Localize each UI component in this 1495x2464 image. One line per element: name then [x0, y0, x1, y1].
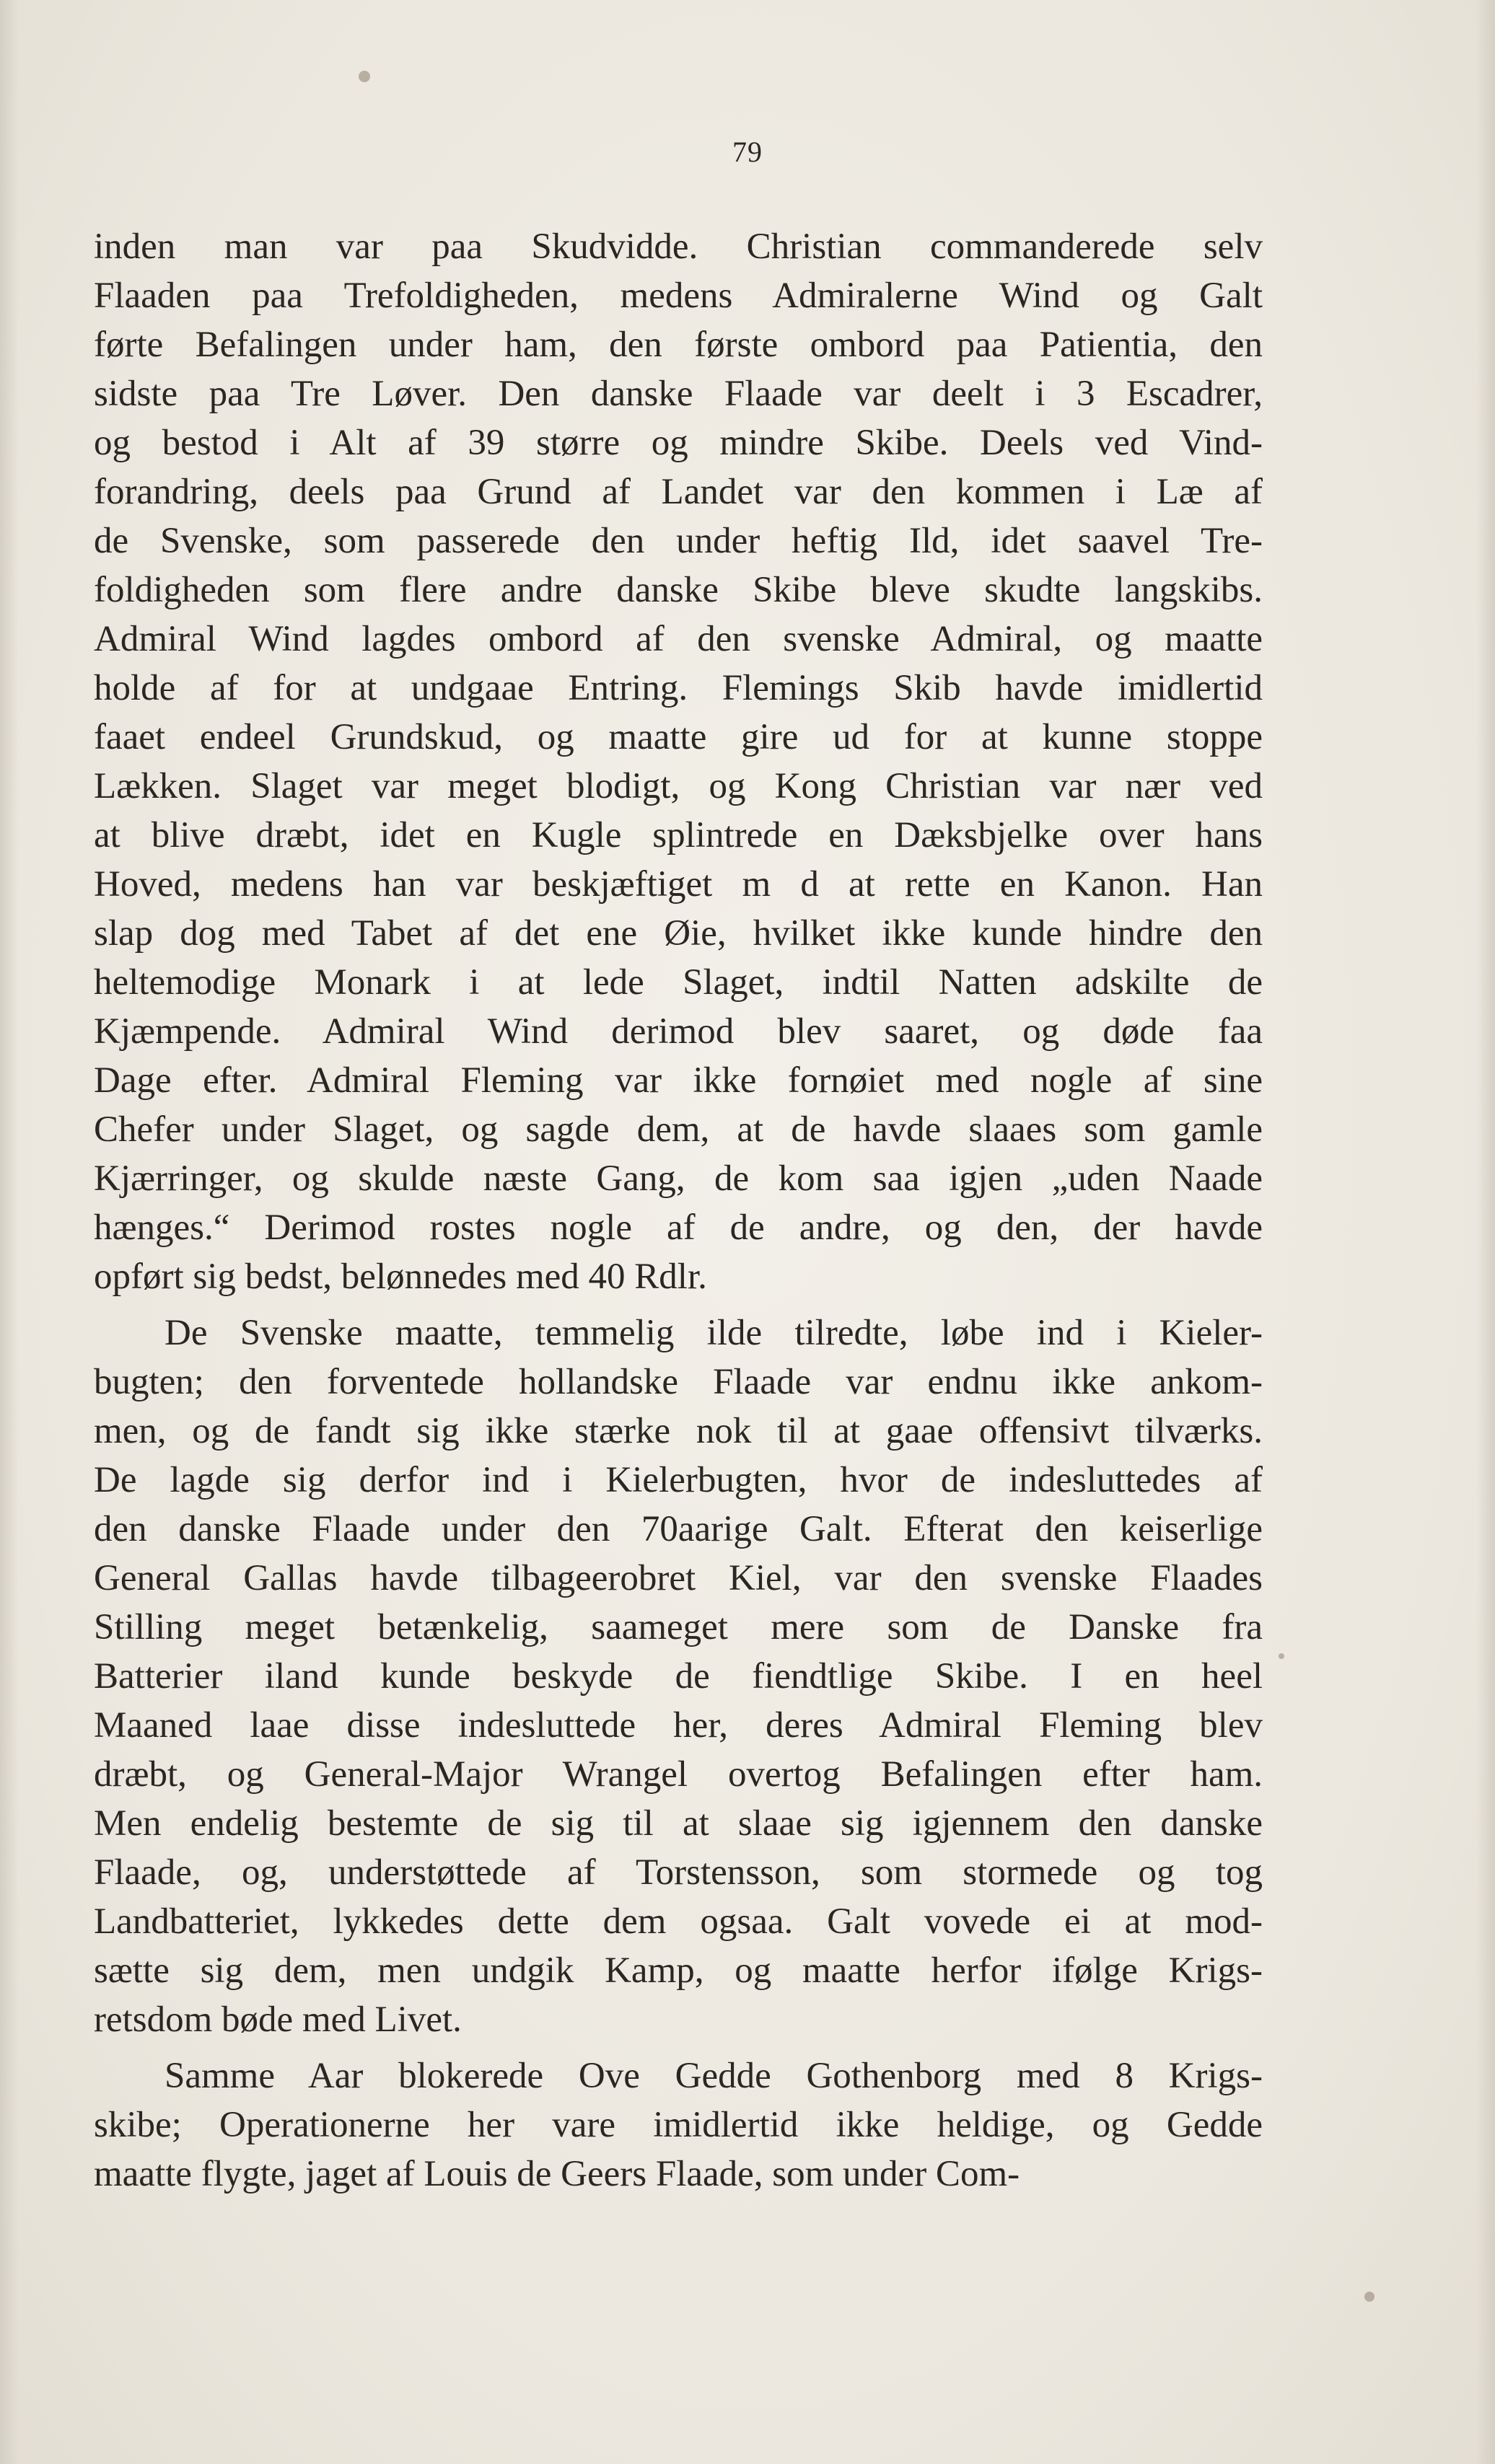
text-line: Flaade, og, understøttede af Torstensson, som stormede og tog	[94, 1852, 1263, 1893]
paragraph	[94, 2051, 1263, 2199]
text-line: De Svenske maatte, temmelig ilde tilredte, løbe ind i Kieler-	[165, 1313, 1263, 1353]
text-line: Lækken. Slaget var meget blodigt, og Kong Christian var nær ved	[94, 766, 1263, 806]
text-line: sætte sig dem, men undgik Kamp, og maatte herfor ifølge Krigs-	[94, 1950, 1263, 1991]
text-line: Maaned laae disse indesluttede her, deres Admiral Fleming blev	[94, 1705, 1263, 1746]
text-line: de Svenske, som passerede den under heftig Ild, idet saavel Tre-	[94, 521, 1263, 561]
page-edge-left	[0, 0, 19, 2464]
text-line: General Gallas havde tilbageerobret Kiel, var den svenske Flaades	[94, 1558, 1263, 1598]
text-line: maatte flygte, jaget af Louis de Geers Flaade, som under Com-	[94, 2154, 1020, 2194]
text-line: Flaaden paa Trefoldigheden, medens Admiralerne Wind og Galt	[94, 276, 1263, 316]
text-line: Chefer under Slaget, og sagde dem, at de havde slaaes som gamle	[94, 1109, 1263, 1150]
text-line: skibe; Operationerne her vare imidlertid ikke heldige, og Gedde	[94, 2105, 1263, 2145]
text-line: heltemodige Monark i at lede Slaget, indtil Natten adskilte de	[94, 962, 1263, 1003]
body-text	[94, 222, 1263, 2199]
paragraph-gap	[94, 1301, 1263, 1308]
text-line: Batterier iland kunde beskyde de fiendtlige Skibe. I en heel	[94, 1656, 1263, 1697]
paragraph	[94, 1308, 1263, 2044]
text-line: holde af for at undgaae Entring. Flemings Skib havde imidlertid	[94, 668, 1263, 708]
text-line: men, og de fandt sig ikke stærke nok til at gaae offensivt tilværks.	[94, 1411, 1263, 1451]
text-line: foldigheden som flere andre danske Skibe bleve skudte langskibs.	[94, 570, 1263, 610]
text-line: Kjæmpende. Admiral Wind derimod blev saaret, og døde faa	[94, 1011, 1263, 1052]
text-line: Kjærringer, og skulde næste Gang, de kom saa igjen „uden Naade	[94, 1158, 1263, 1199]
text-line: Samme Aar blokerede Ove Gedde Gothenborg med 8 Krigs-	[165, 2056, 1263, 2096]
paragraph-gap	[94, 2044, 1263, 2051]
text-line: faaet endeel Grundskud, og maatte gire ud for at kunne stoppe	[94, 717, 1263, 757]
text-line: Landbatteriet, lykkedes dette dem ogsaa. Galt vovede ei at mod-	[94, 1901, 1263, 1942]
text-line: Admiral Wind lagdes ombord af den svenske Admiral, og maatte	[94, 619, 1263, 659]
text-line: De lagde sig derfor ind i Kielerbugten, hvor de indesluttedes af	[94, 1460, 1263, 1500]
page-number: 79	[732, 136, 763, 168]
page-edge-right	[1476, 0, 1495, 2464]
text-line: sidste paa Tre Løver. Den danske Flaade var deelt i 3 Escadrer,	[94, 374, 1263, 414]
text-line: Men endelig bestemte de sig til at slaae sig igjennem den danske	[94, 1803, 1263, 1844]
paper-speck	[359, 71, 370, 82]
paper-speck	[1364, 2292, 1375, 2302]
text-line: at blive dræbt, idet en Kugle splintrede en Dæksbjelke over hans	[94, 815, 1263, 855]
text-line: hænges.“ Derimod rostes nogle af de andre, og den, der havde	[94, 1207, 1263, 1248]
text-line: bugten; den forventede hollandske Flaade var endnu ikke ankom-	[94, 1362, 1263, 1402]
text-line: retsdom bøde med Livet.	[94, 1999, 462, 2040]
text-line: slap dog med Tabet af det ene Øie, hvilket ikke kunde hindre den	[94, 913, 1263, 954]
text-line: den danske Flaade under den 70aarige Galt. Efterat den keiserlige	[94, 1509, 1263, 1549]
text-line: og bestod i Alt af 39 større og mindre Skibe. Deels ved Vind-	[94, 423, 1263, 463]
text-line: Dage efter. Admiral Fleming var ikke fornøiet med nogle af sine	[94, 1060, 1263, 1101]
text-line: inden man var paa Skudvidde. Christian commanderede selv	[94, 226, 1263, 267]
text-line: dræbt, og General-Major Wrangel overtog Befalingen efter ham.	[94, 1754, 1263, 1795]
paragraph	[94, 222, 1263, 1301]
text-line: førte Befalingen under ham, den første ombord paa Patientia, den	[94, 325, 1263, 365]
text-line: forandring, deels paa Grund af Landet var den kommen i Læ af	[94, 472, 1263, 512]
paper-speck	[1279, 1653, 1284, 1659]
text-line: Hoved, medens han var beskjæftiget m d at rette en Kanon. Han	[94, 864, 1263, 905]
text-line: opført sig bedst, belønnedes med 40 Rdlr.	[94, 1257, 707, 1297]
text-line: Stilling meget betænkelig, saameget mere som de Danske fra	[94, 1607, 1263, 1647]
